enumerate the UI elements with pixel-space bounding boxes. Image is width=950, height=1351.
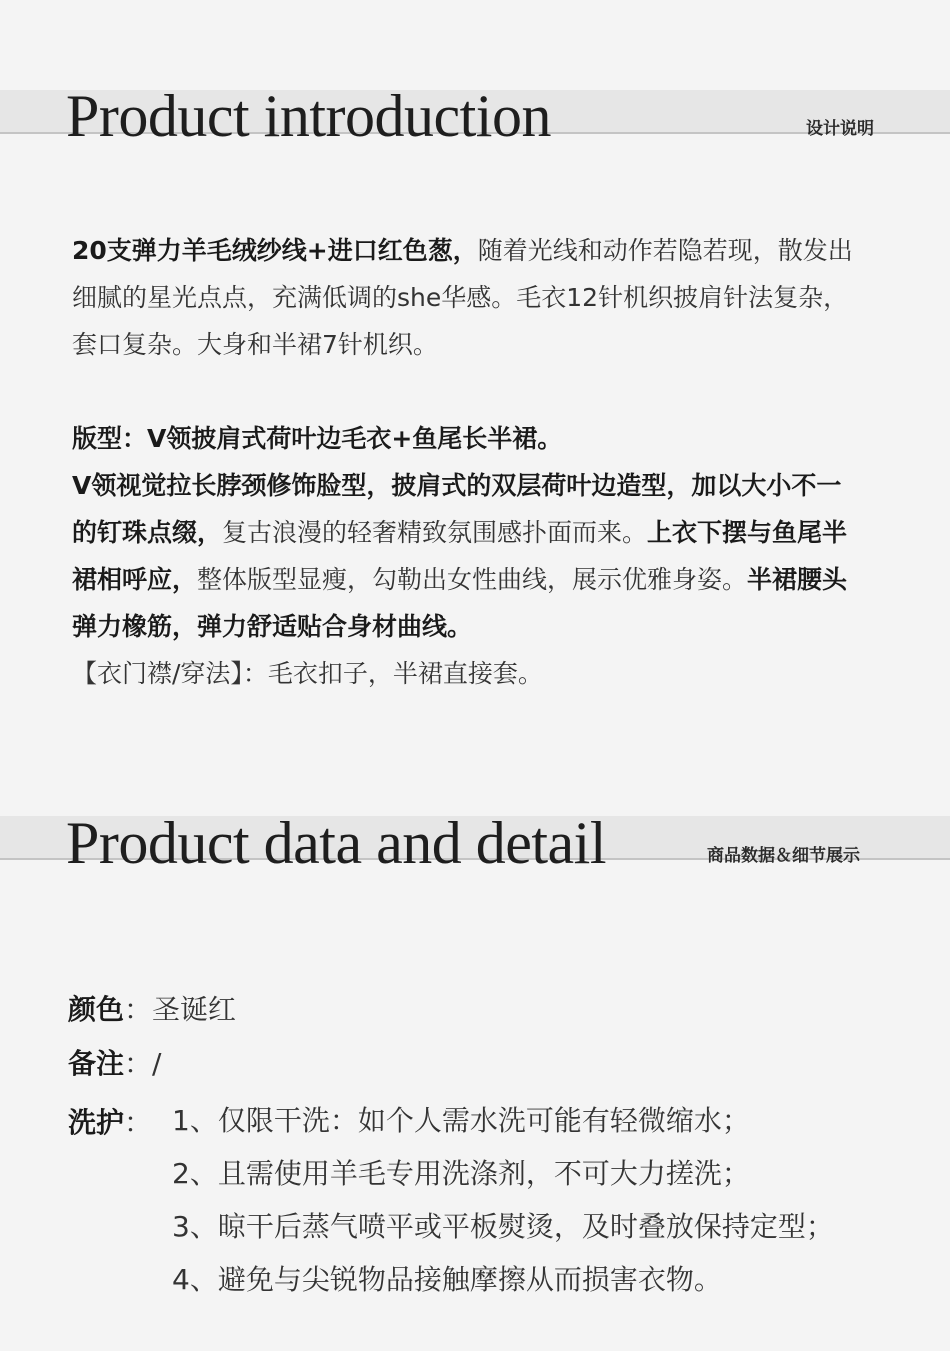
detail-note-value: ：/ [124,1047,162,1080]
detail-color-label: 颜色 [68,993,125,1026]
wash-care-list [172,1094,834,1306]
intro-paragraph-material [72,227,862,368]
detail-note-label: 备注 [68,1047,125,1080]
intro-paragraph-design [72,462,862,650]
intro-design-desc-a: 复古浪漫的轻奢精致氛围感扑面而来。 [222,518,648,547]
intro-material-highlight: 20支弹力羊毛绒纱线+进口红色葱， [72,236,478,265]
detail-wash-row [68,1101,152,1141]
intro-design-highlight-c: 半裙腰头弹力橡筋，弹力舒适贴合身材曲线。 [72,565,848,641]
intro-text-block [72,227,862,697]
detail-color-row [68,988,236,1028]
intro-material-desc: 随着光线和动作若隐若现，散发出细腻的星光点点，充满低调的she华感。毛衣12针机织披肩针法复杂，套口复杂。大身和半裙7针机织。 [72,236,853,359]
wash-care-item: 3、晾干后蒸气喷平或平板熨烫，及时叠放保持定型； [172,1210,834,1243]
intro-design-highlight-b: 上衣下摆与鱼尾半裙相呼应， [72,518,848,594]
wash-care-item: 1、仅限干洗：如个人需水洗可能有轻微缩水； [172,1104,750,1137]
section-subtitle-intro: 设计说明 [806,119,874,139]
section-subtitle-detail: 商品数据＆细节展示 [707,846,860,866]
detail-wash-label: 洗护 [68,1106,125,1139]
intro-closure-line: 【衣门襟/穿法】：毛衣扣子，半裙直接套。 [72,659,543,688]
intro-style-line [72,415,862,462]
detail-color-value: ：圣诞红 [124,993,237,1026]
detail-wash-sep: ： [124,1106,153,1139]
wash-care-item: 4、避免与尖锐物品接触摩擦从而损害衣物。 [172,1263,722,1296]
wash-care-item: 2、且需使用羊毛专用洗涤剂，不可大力搓洗； [172,1157,750,1190]
intro-style-text: 版型：V领披肩式荷叶边毛衣+鱼尾长半裙。 [72,424,563,453]
section-title-detail: Product data and detail [66,810,606,876]
intro-design-highlight-a: V领视觉拉长脖颈修饰脸型，披肩式的双层荷叶边造型，加以大小不一的钉珠点缀， [72,471,842,547]
section-title-intro: Product introduction [66,83,551,149]
intro-design-desc-b: 整体版型显瘦，勾勒出女性曲线，展示优雅身姿。 [197,565,748,594]
detail-note-row [68,1042,161,1082]
